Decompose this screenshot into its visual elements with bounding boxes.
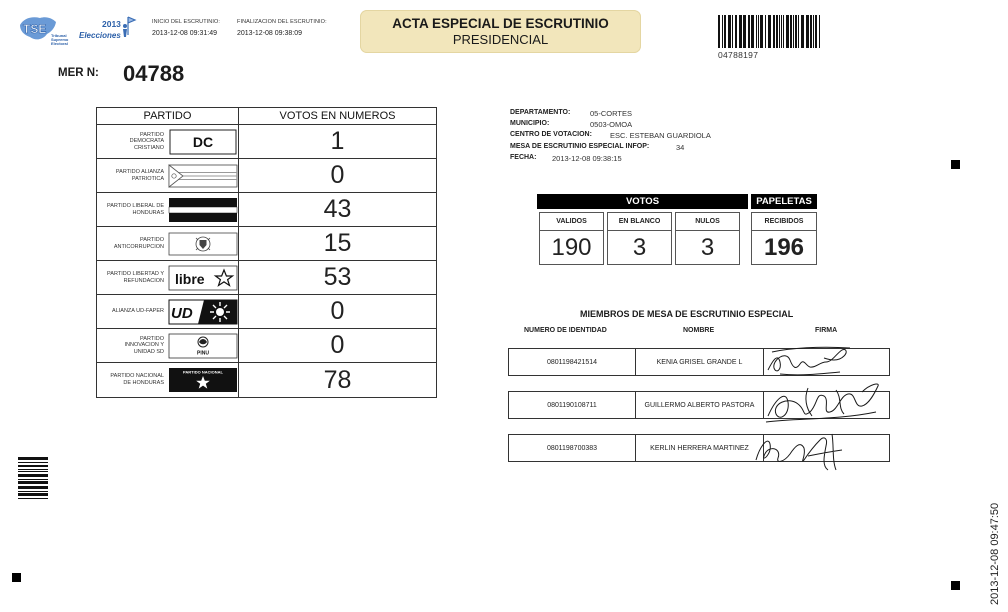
signature-stroke [756,434,842,470]
barcode-bar [18,462,48,463]
party-name [97,237,167,250]
member-id: 0801198421514 [509,349,636,375]
vote-count: 0 [239,295,436,329]
barcode-bar [724,15,726,48]
vote-count: 1 [239,125,436,159]
party-name-line: DEMOCRATA [129,138,164,145]
elections-logo-word: Elecciones [79,31,121,40]
document-title: ACTA ESPECIAL DE ESCRUTINIO [392,16,609,31]
party-name-line: PARTIDO [140,131,164,138]
handwritten-signature [758,378,886,430]
party-name [97,169,167,182]
barcode-bar [810,15,812,48]
person-body [123,29,127,37]
departamento-label: DEPARTAMENTO: [510,109,571,116]
barcode-bar [751,15,754,48]
tse-logo-abbr: TSE [23,22,47,36]
nacional-logo [168,367,238,393]
party-cell [97,159,239,193]
nulos-box [675,212,740,265]
votes-column-header: VOTOS EN NUMEROS [239,108,436,125]
municipio-value: 0503-OMOA [590,119,633,129]
mer-number: 04788 [123,61,185,86]
barcode-bar [18,498,48,499]
party-name-line: INNOVACION Y [124,342,164,349]
mesa-value: 34 [676,142,685,152]
party-name [97,308,167,315]
id-column-header: NUMERO DE IDENTIDAD [524,327,607,334]
party-name-line: REFUNDACION [123,277,164,284]
party-name [97,373,167,386]
municipio-label: MUNICIPIO: [510,120,550,127]
party-cell [97,295,239,329]
barcode-bar [786,15,789,48]
vote-count: 0 [239,329,436,363]
pinu-logo-graphic [168,333,238,359]
alianza-patriotica-flag [168,163,238,189]
party-name-line: PARTIDO [140,236,164,243]
document-title-box [360,10,641,53]
centro-votacion-value: ESC. ESTEBAN GUARDIOLA [610,130,711,140]
party-cell [97,329,239,363]
mesa-label: MESA DE ESCRUTINIO ESPECIAL INFOP: [510,143,650,150]
fin-escrutinio-label: FINALIZACION DEL ESCRUTINIO: [237,19,327,25]
party-name-line: PARTIDO NACIONAL [110,373,164,380]
barcode-bar [768,15,771,48]
elecciones-2013-logo [78,13,138,47]
member-name: GUILLERMO ALBERTO PASTORA [636,392,764,418]
libre-logo-graphic [168,265,238,291]
party-cell [97,193,239,227]
party-name [97,203,167,216]
liberal-flag [168,197,238,223]
registration-mark [951,581,960,590]
fecha-label: FECHA: [510,154,537,161]
member-id: 0801190108711 [509,392,636,418]
mer-label: MER N: [58,67,99,79]
side-barcode [18,457,48,501]
barcode-bar [776,15,778,48]
tse-logo-graphic [18,11,76,47]
recibidos-box [751,212,817,265]
party-name-line: DE HONDURAS [123,380,164,386]
party-column-header: PARTIDO [97,108,239,125]
barcode-bar [795,15,797,48]
barcode-bar [801,15,804,48]
party-name [97,271,167,284]
person-icon [123,24,127,28]
flag-band-bottom [169,213,237,222]
nulos-value: 3 [700,233,715,261]
registration-mark [12,573,21,582]
dc-logo-graphic [168,129,238,155]
pinu-logo [168,333,238,359]
barcode-bar [722,15,723,48]
handwritten-signature [748,426,848,474]
party-name-line: ALIANZA UD-FAPER [112,308,164,315]
name-column-header: NOMBRE [683,327,715,334]
anticorrupcion-emblem [168,231,238,257]
sun-icon [216,308,224,316]
party-name-line: PATRIOTICA [131,175,164,182]
barcode-bar [18,479,48,480]
barcode-bar [18,469,48,470]
barcode [718,15,822,48]
barcode-bar [798,15,799,48]
departamento-value: 05-CORTES [590,108,632,118]
validos-box [539,212,604,265]
nacional-logo-text: PARTIDO NACIONAL [183,369,223,375]
member-name: KERLIN HERRERA MARTINEZ [636,435,764,461]
party-votes-table [96,107,437,398]
barcode-bar [735,15,737,48]
vote-count: 78 [323,365,352,394]
libre-logo-text: libre [175,270,205,287]
vote-count: 15 [239,227,436,261]
barcode-bar [793,15,794,48]
document-subtitle: PRESIDENCIAL [452,32,549,47]
signature-column-header: FIRMA [815,327,838,334]
recibidos-label: RECIBIDOS [752,213,816,231]
liberal-flag-graphic [168,197,238,223]
dc-logo [168,129,238,155]
tse-logo [18,11,76,47]
barcode-bar [18,465,48,467]
party-name-line: PARTIDO LIBERAL DE [106,202,164,209]
barcode-bar [18,471,48,472]
party-name-line: ANTICORRUPCION [113,243,164,250]
ud-logo-text: UD [171,304,193,322]
barcode-bar [732,15,733,48]
barcode-bar [758,15,759,48]
barcode-bar [743,15,746,48]
barcode-bar [819,15,820,48]
barcode-bar [18,457,48,460]
party-name [97,132,167,152]
party-name-line: PARTIDO ALIANZA [115,168,164,175]
scan-timestamp: 2013-12-08 09:47:50 [989,502,1001,605]
barcode-bar [773,15,775,48]
papeletas-header: PAPELETAS [751,194,817,209]
tse-logo-line: Tribunal [51,33,67,38]
barcode-bar [813,15,814,48]
anticorrupcion-emblem-graphic [168,231,238,257]
registration-mark [951,160,960,169]
barcode-bar [728,15,731,48]
fin-escrutinio-value: 2013-12-08 09:38:09 [237,30,302,37]
party-name-line: PARTIDO LIBERTAD Y [107,270,164,277]
ud-logo [168,299,238,325]
barcode-bar [18,493,48,496]
recibidos-value: 196 [763,233,805,261]
vote-count: 43 [239,193,436,227]
barcode-bar [765,15,766,48]
barcode-bar [748,15,750,48]
member-id: 0801198700383 [509,435,636,461]
tse-logo-line: Electoral [51,41,68,46]
party-name-line: PARTIDO [140,335,164,342]
pinu-logo-text: PINU [197,350,209,356]
barcode-bar [18,474,48,477]
validos-value: 190 [551,233,592,261]
inicio-escrutinio-value: 2013-12-08 09:31:49 [152,30,217,37]
barcode-bar [806,15,809,48]
signature-stroke [766,384,878,422]
dc-logo-text: DC [192,133,214,150]
elections-logo-year: 2013 [102,19,121,29]
en-blanco-box [607,212,672,265]
barcode-bar [783,15,784,48]
vote-count: 53 [239,261,436,295]
party-cell [97,363,239,397]
handwritten-signature [760,340,855,382]
vote-count: 0 [239,159,436,193]
party-name-line: HONDURAS [132,209,164,216]
barcode-bar [760,15,763,48]
nulos-label: NULOS [676,213,739,231]
ud-logo-graphic [168,299,238,325]
barcode-number: 04788197 [718,50,759,60]
party-cell [97,125,239,159]
barcode-bar [781,15,782,48]
validos-label: VALIDOS [540,213,603,231]
barcode-bar [790,15,792,48]
flag-icon [128,17,135,35]
nacional-logo-graphic [168,367,238,393]
party-name-line: UNIDAD SD [133,348,164,355]
centro-votacion-label: CENTRO DE VOTACION: [510,131,592,138]
inicio-escrutinio-label: INICIO DEL ESCRUTINIO: [152,19,221,25]
party-cell [97,227,239,261]
libre-logo [168,265,238,291]
party-name [97,336,167,356]
member-name: KENIA GRISEL GRANDE L [636,349,764,375]
party-name-line: CRISTIANO [134,144,164,151]
tse-logo-line: Supremo [51,37,69,42]
elecciones-logo-graphic [78,13,138,47]
en-blanco-label: EN BLANCO [608,213,671,231]
fecha-value: 2013-12-08 09:38:15 [552,153,622,163]
members-title: MIEMBROS DE MESA DE ESCRUTINIO ESPECIAL [580,309,794,319]
signature-stroke [768,347,850,375]
barcode-bar [18,486,48,489]
barcode-bar [18,481,48,484]
barcode-bar [739,15,742,48]
barcode-bar [756,15,757,48]
barcode-bar [815,15,817,48]
en-blanco-value: 3 [632,233,647,261]
flag-band-middle [169,207,237,213]
barcode-bar [779,15,780,48]
votos-header: VOTOS [537,194,748,209]
barcode-bar [718,15,720,48]
alianza-patriotica-flag-graphic [168,163,238,189]
flag-band-top [169,198,237,207]
party-cell [97,261,239,295]
barcode-bar [18,491,48,492]
